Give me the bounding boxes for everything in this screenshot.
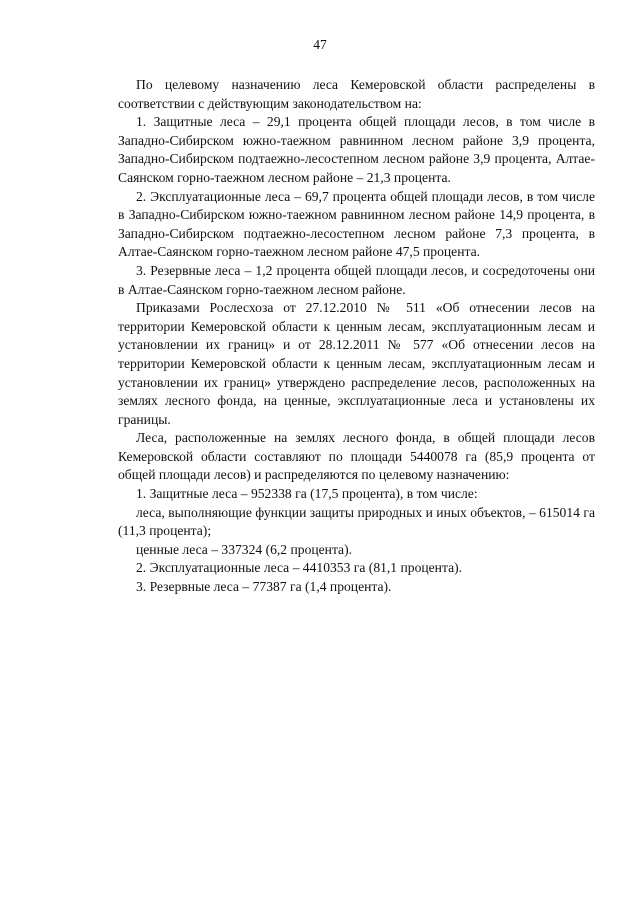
paragraph-protective-forests: 1. Защитные леса – 29,1 процента общей площади лесов, в том числе в Западно-Сибирском южно-таежном равнинном лесном районе 3,9 процента, Западно-Сибирском подтаежно-лесостепном лесном районе 3,9 процента, Алтае-Саянском горно-таежном лесном районе – 21,3 процента.	[118, 114, 595, 185]
paragraph-reserve-forests: 3. Резервные леса – 1,2 процента общей площади лесов, и сосредоточены они в Алтае-Саянском горно-таежном лесном районе.	[118, 262, 595, 297]
list-item-reserve: 3. Резервные леса – 77387 га (1,4 процента).	[136, 579, 392, 595]
paragraph-forest-fund: Леса, расположенные на землях лесного фонда, в общей площади лесов Кемеровской области составляют по площади 5440078 га (85,9 процента от общей площади лесов) и распределяются по целевому назначению:	[118, 430, 595, 483]
document-body	[118, 76, 595, 597]
paragraph-intro: По целевому назначению леса Кемеровской области распределены в соответствии с действующим законодательством на:	[118, 77, 595, 111]
page-number: 47	[313, 37, 327, 52]
list-item-protection-functions: леса, выполняющие функции защиты природных и иных объектов, – 615014 га (11,3 процента);	[118, 504, 595, 539]
paragraph-orders: Приказами Рослесхоза от 27.12.2010 № 511 «Об отнесении лесов на территории Кемеровской области к ценным лесам, эксплуатационным лесам и установлении их границ» и от 28.12.2011 № 577 «Об отнесении лесов на территории Кемеровской области к ценным лесам, эксплуатационным лесам и установлении их границ» утверждено распределение лесов, расположенных на землях лесного фонда, на ценные, эксплуатационные леса и установлены их границы.	[118, 300, 595, 427]
list-item-protective: 1. Защитные леса – 952338 га (17,5 процента), в том числе:	[136, 486, 478, 502]
paragraph-production-forests: 2. Эксплуатационные леса – 69,7 процента общей площади лесов, в том числе в Западно-Сибирском южно-таежном равнинном лесном районе 14,9 процента, в Западно-Сибирском подтаежно-лесостепном лесном районе 7,3 процента, в Алтае-Саянском горно-таежном лесном районе 47,5 процента.	[118, 188, 595, 260]
list-item-production: 2. Эксплуатационные леса – 4410353 га (81,1 процента).	[136, 560, 463, 576]
list-item-valuable: ценные леса – 337324 (6,2 процента).	[136, 541, 353, 557]
